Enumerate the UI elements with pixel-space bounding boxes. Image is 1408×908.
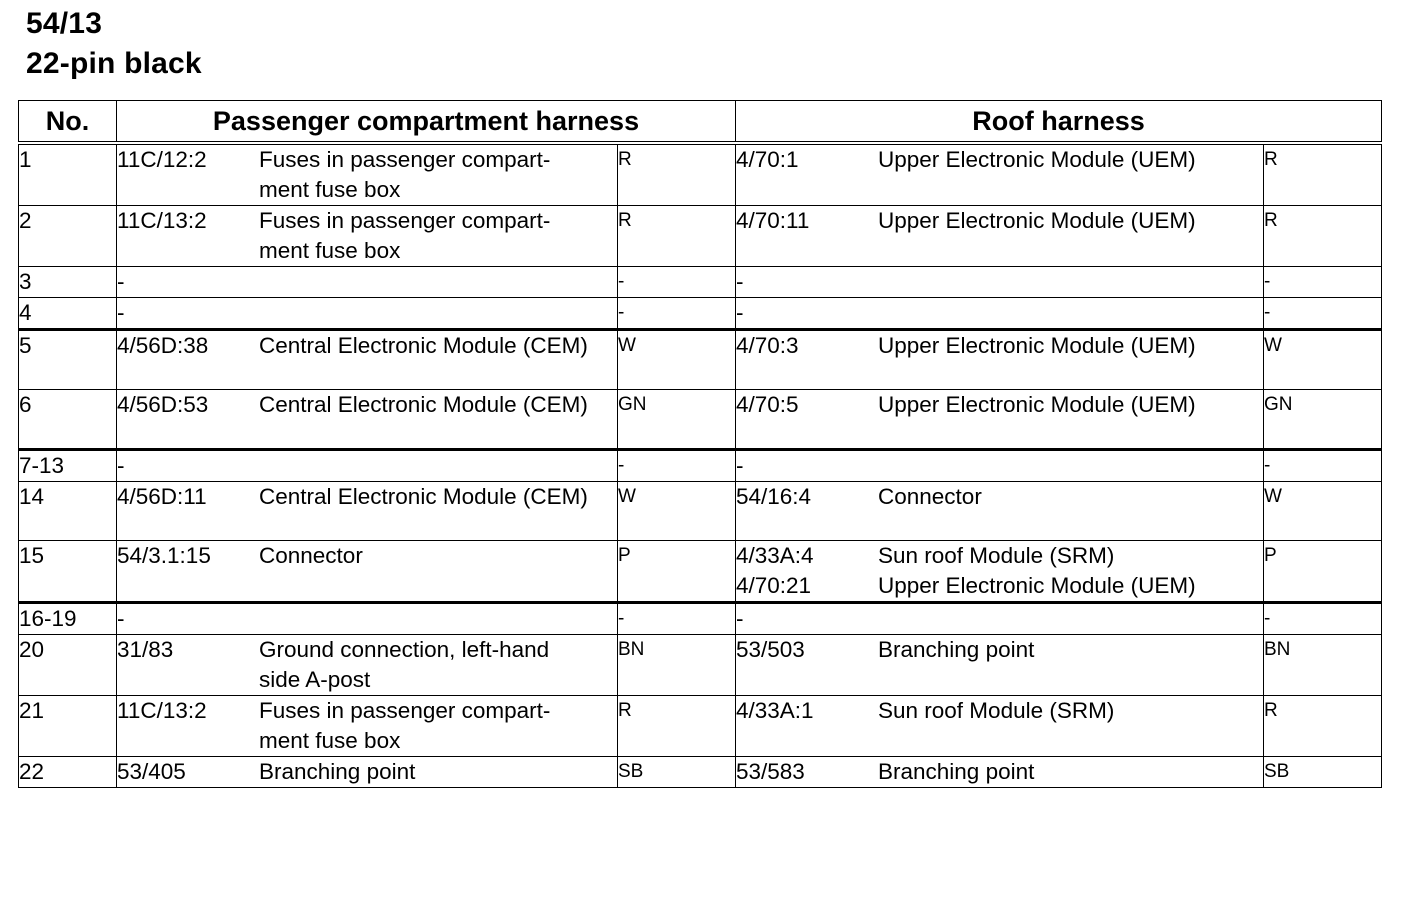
roof-code: 4/70:5 [736, 392, 799, 417]
passenger-code: 54/3.1:15 [117, 543, 211, 568]
passenger-wire-color: - [618, 450, 736, 482]
passenger-cell [117, 206, 618, 267]
roof-wire-color: R [1264, 206, 1382, 267]
connector-description: 22-pin black [26, 47, 202, 80]
roof-code: 4/70:3 [736, 333, 799, 358]
roof-line [736, 571, 1263, 601]
roof-wire-color: GN [1264, 390, 1382, 450]
pin-number: 14 [19, 482, 117, 541]
roof-code: 53/583 [736, 759, 805, 784]
passenger-wire-color: R [618, 143, 736, 206]
table-row [19, 298, 1382, 330]
passenger-code: 11C/12:2 [117, 147, 207, 172]
pin-number: 3 [19, 267, 117, 298]
passenger-wire-color: - [618, 603, 736, 635]
roof-wire-color: P [1264, 541, 1382, 603]
passenger-description: Fuses in passenger compart-ment fuse box [259, 147, 551, 202]
passenger-cell [117, 482, 618, 541]
roof-code: 54/16:4 [736, 484, 812, 509]
roof-description: Sun roof Module (SRM) [878, 698, 1115, 723]
passenger-code: 11C/13:2 [117, 698, 207, 723]
passenger-description: Branching point [259, 759, 416, 784]
roof-wire-color: R [1264, 696, 1382, 757]
passenger-cell [117, 298, 618, 330]
pin-number: 6 [19, 390, 117, 450]
connector-id: 54/13 [26, 7, 103, 40]
roof-description: Branching point [878, 759, 1035, 784]
passenger-description: Central Electronic Module (CEM) [259, 484, 588, 509]
roof-wire-color: BN [1264, 635, 1382, 696]
roof-wire-color: - [1264, 603, 1382, 635]
roof-cell [736, 635, 1264, 696]
table-row [19, 390, 1382, 450]
passenger-cell [117, 757, 618, 788]
roof-line [736, 604, 1263, 634]
roof-wire-color: R [1264, 143, 1382, 206]
passenger-wire-color: SB [618, 757, 736, 788]
roof-cell [736, 541, 1264, 603]
table-row [19, 482, 1382, 541]
passenger-code: - [117, 453, 125, 478]
pin-number: 16-19 [19, 603, 117, 635]
table-row [19, 143, 1382, 206]
passenger-code: 4/56D:11 [117, 484, 207, 509]
roof-code: - [736, 269, 744, 294]
table-row [19, 603, 1382, 635]
roof-cell [736, 696, 1264, 757]
roof-cell [736, 603, 1264, 635]
passenger-cell [117, 267, 618, 298]
roof-line [736, 298, 1263, 328]
roof-wire-color: W [1264, 482, 1382, 541]
pin-number: 22 [19, 757, 117, 788]
passenger-code: 4/56D:53 [117, 392, 209, 417]
passenger-cell [117, 143, 618, 206]
roof-cell [736, 330, 1264, 390]
passenger-wire-color: - [618, 267, 736, 298]
passenger-wire-color: - [618, 298, 736, 330]
table-row [19, 757, 1382, 788]
col-header-no: No. [19, 101, 117, 144]
passenger-cell [117, 330, 618, 390]
roof-description: Sun roof Module (SRM) [878, 543, 1115, 568]
table-row [19, 696, 1382, 757]
roof-description: Upper Electronic Module (UEM) [878, 573, 1196, 598]
roof-description: Upper Electronic Module (UEM) [878, 333, 1196, 358]
roof-description: Connector [878, 484, 982, 509]
roof-cell [736, 482, 1264, 541]
roof-line [736, 145, 1263, 175]
roof-code: 4/70:11 [736, 208, 810, 233]
passenger-cell [117, 635, 618, 696]
roof-line [736, 390, 1263, 420]
roof-cell [736, 267, 1264, 298]
passenger-wire-color: W [618, 330, 736, 390]
roof-wire-color: - [1264, 298, 1382, 330]
roof-code: 4/70:1 [736, 147, 799, 172]
roof-line [736, 451, 1263, 481]
roof-line [736, 331, 1263, 361]
roof-wire-color: - [1264, 267, 1382, 298]
passenger-wire-color: BN [618, 635, 736, 696]
pin-number: 5 [19, 330, 117, 390]
passenger-description: Fuses in passenger compart-ment fuse box [259, 698, 551, 753]
roof-line [736, 635, 1263, 665]
pin-number: 1 [19, 143, 117, 206]
passenger-description: Central Electronic Module (CEM) [259, 392, 588, 417]
pin-number: 21 [19, 696, 117, 757]
passenger-description: Fuses in passenger compart-ment fuse box [259, 208, 551, 263]
roof-code: 4/33A:4 [736, 543, 814, 568]
roof-line [736, 541, 1263, 571]
passenger-wire-color: P [618, 541, 736, 603]
table-row [19, 267, 1382, 298]
roof-wire-color: - [1264, 450, 1382, 482]
passenger-code: - [117, 300, 125, 325]
pin-number: 15 [19, 541, 117, 603]
roof-code: 4/70:21 [736, 573, 812, 598]
passenger-code: 31/83 [117, 637, 174, 662]
roof-code: - [736, 453, 744, 478]
table-row [19, 330, 1382, 390]
passenger-cell [117, 541, 618, 603]
roof-cell [736, 143, 1264, 206]
table-row [19, 635, 1382, 696]
pin-number: 20 [19, 635, 117, 696]
pin-number: 7-13 [19, 450, 117, 482]
roof-cell [736, 450, 1264, 482]
roof-cell [736, 390, 1264, 450]
passenger-description: Ground connection, left-hand side A-post [259, 637, 550, 692]
roof-line [736, 482, 1263, 512]
roof-code: 53/503 [736, 637, 805, 662]
roof-wire-color: SB [1264, 757, 1382, 788]
roof-cell [736, 206, 1264, 267]
roof-line [736, 696, 1263, 726]
roof-description: Upper Electronic Module (UEM) [878, 208, 1196, 233]
passenger-code: - [117, 269, 125, 294]
passenger-cell [117, 603, 618, 635]
roof-cell [736, 757, 1264, 788]
roof-line [736, 267, 1263, 297]
roof-description: Branching point [878, 637, 1035, 662]
col-header-roof: Roof harness [736, 101, 1382, 144]
roof-code: - [736, 606, 744, 631]
roof-description: Upper Electronic Module (UEM) [878, 147, 1196, 172]
passenger-code: - [117, 606, 125, 631]
passenger-code: 11C/13:2 [117, 208, 207, 233]
passenger-cell [117, 450, 618, 482]
passenger-cell [117, 696, 618, 757]
roof-code: 4/33A:1 [736, 698, 814, 723]
pin-number: 2 [19, 206, 117, 267]
passenger-wire-color: GN [618, 390, 736, 450]
table-header-row [19, 101, 1382, 144]
roof-line [736, 206, 1263, 236]
table-row [19, 541, 1382, 603]
roof-code: - [736, 300, 744, 325]
passenger-wire-color: W [618, 482, 736, 541]
pin-number: 4 [19, 298, 117, 330]
roof-cell [736, 298, 1264, 330]
passenger-code: 53/405 [117, 759, 186, 784]
passenger-description: Connector [259, 543, 363, 568]
roof-description: Upper Electronic Module (UEM) [878, 392, 1196, 417]
passenger-wire-color: R [618, 696, 736, 757]
passenger-description: Central Electronic Module (CEM) [259, 333, 588, 358]
roof-wire-color: W [1264, 330, 1382, 390]
roof-line [736, 757, 1263, 787]
pin-table [18, 100, 1382, 788]
col-header-passenger: Passenger compartment harness [117, 101, 736, 144]
passenger-wire-color: R [618, 206, 736, 267]
passenger-code: 4/56D:38 [117, 333, 209, 358]
table-row [19, 450, 1382, 482]
connector-title [26, 4, 202, 84]
table-row [19, 206, 1382, 267]
passenger-cell [117, 390, 618, 450]
